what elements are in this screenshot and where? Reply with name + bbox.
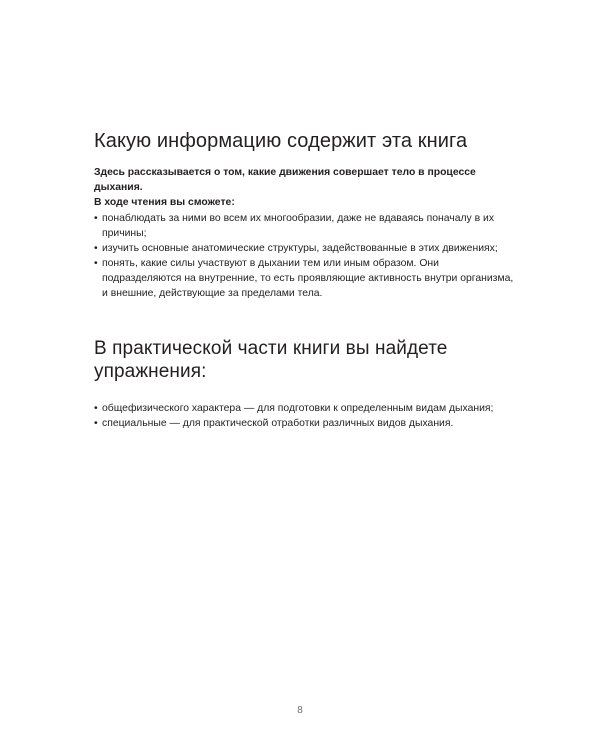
page-number: 8 — [297, 705, 303, 716]
list-item: • понаблюдать за ними во всем их многообразии, даже не вдаваясь поначалу в их причины; — [94, 211, 514, 241]
lead-line-1: Здесь рассказывается о том, какие движения совершает тело в процессе дыхания. — [94, 167, 476, 193]
section-lead-text — [94, 165, 514, 210]
book-contents-section — [94, 130, 514, 301]
list-item: • изучить основные анатомические структуры, задействованные в этих движениях; — [94, 241, 514, 256]
section-heading-book-contents: Какую информацию содержит эта книга — [94, 130, 468, 152]
list-item: • общефизического характера — для подготовки к определенным видам дыхания; — [94, 401, 514, 416]
page-content — [94, 130, 514, 431]
section-heading-practical-part: В практической части книги вы найдете упражнения: — [94, 338, 448, 382]
reading-goals-list — [94, 211, 514, 301]
list-item: • специальные — для практической отработки различных видов дыхания. — [94, 416, 514, 431]
exercises-list — [94, 401, 514, 431]
lead-line-2: В ходе чтения вы сможете: — [94, 197, 235, 208]
practical-part-section — [94, 337, 514, 431]
list-item: • понять, какие силы участвуют в дыхании тем или иным образом. Они подразделяются на внутренние, то есть проявляющие активность внутри организма, и внешние, действующие за пределами тела. — [94, 256, 514, 301]
